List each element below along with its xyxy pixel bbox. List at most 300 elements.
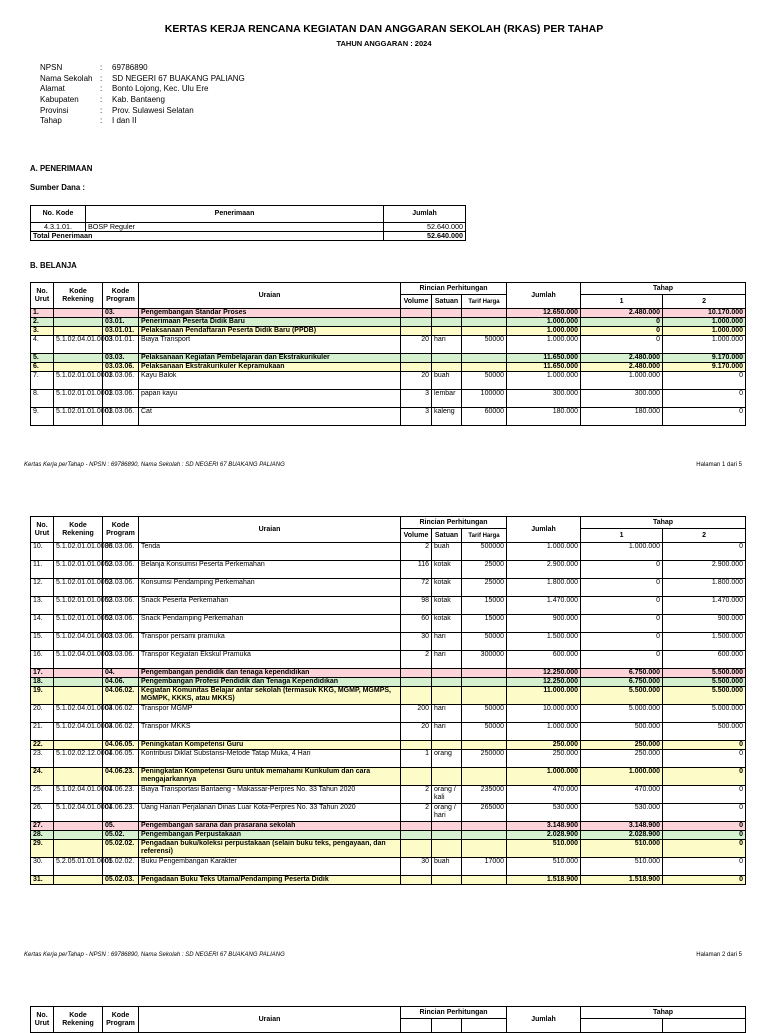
cell-sat [432, 669, 462, 678]
info-row [40, 95, 245, 106]
info-value: I dan II [112, 116, 137, 126]
header-tahap: Tahap [581, 283, 746, 295]
info-label: Kabupaten [40, 95, 79, 105]
cell-tarif [462, 678, 507, 687]
cell-rek: 5.1.02.01.01.0052 [54, 597, 103, 615]
cell-vol [401, 822, 432, 831]
cell-no: 19. [31, 687, 54, 705]
cell-sat [432, 354, 462, 363]
header-kode-program: Kode Program [103, 1007, 139, 1033]
header-uraian: Uraian [139, 1007, 401, 1033]
receipt-header-jumlah: Jumlah [384, 206, 466, 223]
cell-tarif: 100000 [462, 390, 507, 408]
cell-t1: 1.000.000 [581, 543, 663, 561]
cell-tarif: 25000 [462, 561, 507, 579]
cell-ur: Snack Pendamping Perkemahan [139, 615, 401, 633]
cell-tarif [462, 363, 507, 372]
cell-sat [432, 876, 462, 885]
info-value: SD NEGERI 67 BUAKANG PALIANG [112, 73, 245, 83]
footer-page-number-1: Halaman 1 dari 5 [696, 462, 742, 468]
header-no-urut: No. Urut [31, 1007, 54, 1033]
cell-tarif: 235000 [462, 786, 507, 804]
cell-tarif [462, 687, 507, 705]
cell-tarif: 50000 [462, 336, 507, 354]
receipt-total-amount: 52.640.000 [384, 232, 466, 241]
cell-t2: 5.500.000 [663, 687, 746, 705]
cell-t1: 530.000 [581, 804, 663, 822]
cell-vol: 72 [401, 579, 432, 597]
cell-vol [401, 840, 432, 858]
cell-t1: 0 [581, 327, 663, 336]
cell-jml: 300.000 [507, 390, 581, 408]
cell-prog: 03.03.06. [103, 372, 139, 390]
cell-no: 9. [31, 408, 54, 426]
cell-rek: 5.1.02.01.01.0001 [54, 372, 103, 390]
cell-jml: 250.000 [507, 741, 581, 750]
belanja-table-page-2 [30, 516, 746, 885]
cell-ur: Kontribusi Diklat Substansi-Metode Tatap Muka, 4 Hari [139, 750, 401, 768]
cell-t2: 1.470.000 [663, 597, 746, 615]
table-row [31, 327, 746, 336]
table-row [31, 561, 746, 579]
cell-sat: orang / hari [432, 804, 462, 822]
cell-vol [401, 669, 432, 678]
cell-no: 7. [31, 372, 54, 390]
cell-tarif [462, 822, 507, 831]
cell-rek [54, 831, 103, 840]
cell-jml: 1.000.000 [507, 543, 581, 561]
cell-jml: 510.000 [507, 858, 581, 876]
cell-tarif: 25000 [462, 579, 507, 597]
section-a-heading: A. PENERIMAAN [30, 164, 93, 173]
cell-prog: 03.03.06. [103, 615, 139, 633]
cell-ur: Pelaksanaan Pendaftaran Peserta Didik Baru (PPDB) [139, 327, 401, 336]
cell-prog: 04.06.02. [103, 705, 139, 723]
cell-rek: 5.1.02.01.01.0052 [54, 561, 103, 579]
cell-t2: 0 [663, 858, 746, 876]
cell-rek: 5.1.02.01.01.0036 [54, 543, 103, 561]
cell-t1: 0 [581, 561, 663, 579]
info-row [40, 116, 245, 127]
cell-no: 8. [31, 390, 54, 408]
cell-jml: 12.250.000 [507, 669, 581, 678]
cell-prog: 04.06.23. [103, 804, 139, 822]
info-row [40, 74, 245, 85]
cell-jml: 180.000 [507, 408, 581, 426]
cell-ur: Pengadaan Buku Teks Utama/Pendamping Peserta Didik [139, 876, 401, 885]
cell-prog: 05.02.02. [103, 858, 139, 876]
cell-ur: Transpor MGMP [139, 705, 401, 723]
cell-t1: 300.000 [581, 390, 663, 408]
page-subtitle: TAHUN ANGGARAN : 2024 [336, 39, 432, 48]
cell-prog: 03.03.06. [103, 633, 139, 651]
cell-vol: 20 [401, 372, 432, 390]
receipt-amount: 52.640.000 [384, 223, 466, 232]
cell-jml: 11.000.000 [507, 687, 581, 705]
cell-jml: 10.000.000 [507, 705, 581, 723]
info-label: Tahap [40, 116, 62, 126]
cell-rek [54, 741, 103, 750]
receipt-table [30, 205, 466, 241]
cell-ur: Peningkatan Kompetensi Guru [139, 741, 401, 750]
cell-no: 31. [31, 876, 54, 885]
cell-t2: 5.000.000 [663, 705, 746, 723]
cell-vol: 2 [401, 543, 432, 561]
cell-ur: Pelaksanaan Kegiatan Pembelajaran dan Ekstrakurikuler [139, 354, 401, 363]
info-value: 69786890 [112, 63, 148, 72]
table-row [31, 876, 746, 885]
cell-jml: 1.000.000 [507, 318, 581, 327]
cell-vol [401, 678, 432, 687]
cell-tarif: 60000 [462, 408, 507, 426]
cell-rek [54, 822, 103, 831]
cell-t1: 1.000.000 [581, 372, 663, 390]
cell-t1: 0 [581, 579, 663, 597]
header-kode-rekening: Kode Rekening [54, 283, 103, 309]
cell-no: 21. [31, 723, 54, 741]
cell-jml: 1.000.000 [507, 327, 581, 336]
table-row [31, 579, 746, 597]
cell-prog: 03.03.06. [103, 597, 139, 615]
table-row [31, 822, 746, 831]
cell-rek [54, 768, 103, 786]
cell-tarif: 250000 [462, 750, 507, 768]
cell-vol: 60 [401, 615, 432, 633]
cell-ur: Peningkatan Kompetensi Guru untuk memahami Kurikulum dan cara mengajarkannya [139, 768, 401, 786]
cell-jml: 2.028.900 [507, 831, 581, 840]
cell-t2: 1.500.000 [663, 633, 746, 651]
cell-jml: 1.470.000 [507, 597, 581, 615]
belanja-table-page-3-header [30, 1006, 746, 1033]
cell-no: 30. [31, 858, 54, 876]
info-colon: : [100, 105, 103, 115]
cell-t2: 0 [663, 831, 746, 840]
footer-left-page-2: Kertas Kerja perTahap - NPSN : 69786890, Nama Sekolah : SD NEGERI 67 BUAKANG PALIANG [24, 952, 285, 958]
cell-vol [401, 876, 432, 885]
cell-prog: 04.06.02. [103, 723, 139, 741]
cell-jml: 250.000 [507, 750, 581, 768]
info-label: Alamat [40, 84, 65, 94]
cell-sat: hari [432, 651, 462, 669]
cell-vol: 20 [401, 336, 432, 354]
cell-ur: Pengadaan buku/koleksi perpustakaan (selain buku teks, pengayaan, dan referensi) [139, 840, 401, 858]
cell-jml: 1.000.000 [507, 372, 581, 390]
cell-tarif [462, 309, 507, 318]
cell-jml: 2.900.000 [507, 561, 581, 579]
cell-ur: Transpor Kegiatan Ekskul Pramuka [139, 651, 401, 669]
cell-jml: 11.650.000 [507, 363, 581, 372]
info-value: Bonto Lojong, Kec. Ulu Ere [112, 84, 209, 94]
cell-prog: 03.03.06. [103, 390, 139, 408]
cell-ur: Uang Harian Perjalanan Dinas Luar Kota-Perpres No. 33 Tahun 2020 [139, 804, 401, 822]
cell-tarif [462, 840, 507, 858]
cell-vol [401, 318, 432, 327]
cell-t1: 5.000.000 [581, 705, 663, 723]
cell-t2: 0 [663, 822, 746, 831]
cell-ur: Biaya Transportasi Bantaeng - Makassar-Perpres No. 33 Tahun 2020 [139, 786, 401, 804]
cell-tarif [462, 318, 507, 327]
cell-no: 10. [31, 543, 54, 561]
header-tahap: Tahap [581, 1007, 746, 1019]
cell-rek: 5.2.05.01.01.0001 [54, 858, 103, 876]
cell-t2: 0 [663, 390, 746, 408]
cell-no: 12. [31, 579, 54, 597]
cell-tarif: 265000 [462, 804, 507, 822]
cell-t1: 510.000 [581, 858, 663, 876]
cell-rek [54, 309, 103, 318]
cell-sat [432, 678, 462, 687]
info-colon: : [100, 95, 103, 105]
table-row [31, 597, 746, 615]
info-colon: : [100, 116, 103, 126]
cell-sat: buah [432, 372, 462, 390]
cell-t1: 0 [581, 318, 663, 327]
table-row [31, 336, 746, 354]
info-label: Provinsi [40, 105, 69, 115]
table-row [31, 723, 746, 741]
cell-sat [432, 840, 462, 858]
cell-ur: Transpor persami pramuka [139, 633, 401, 651]
cell-tarif: 17000 [462, 858, 507, 876]
cell-no: 1. [31, 309, 54, 318]
cell-no: 26. [31, 804, 54, 822]
cell-t2: 600.000 [663, 651, 746, 669]
cell-t2: 9.170.000 [663, 354, 746, 363]
cell-prog: 04.06.23. [103, 768, 139, 786]
cell-t2: 0 [663, 876, 746, 885]
cell-vol: 3 [401, 408, 432, 426]
cell-no: 27. [31, 822, 54, 831]
cell-sat: kotak [432, 597, 462, 615]
footer-page-number-2: Halaman 2 dari 5 [696, 952, 742, 958]
cell-no: 14. [31, 615, 54, 633]
table-row [31, 768, 746, 786]
header-volume: Volume [401, 295, 432, 309]
cell-rek: 5.1.02.04.01.0003 [54, 633, 103, 651]
cell-rek: 5.1.02.01.01.0052 [54, 579, 103, 597]
header-no-urut: No. Urut [31, 283, 54, 309]
cell-rek [54, 678, 103, 687]
cell-ur: Kayu Balok [139, 372, 401, 390]
cell-jml: 1.800.000 [507, 579, 581, 597]
footer-left-page-1: Kertas Kerja perTahap - NPSN : 69786890, Nama Sekolah : SD NEGERI 67 BUAKANG PALIANG [24, 462, 285, 468]
cell-tarif: 50000 [462, 723, 507, 741]
table-row [31, 831, 746, 840]
cell-ur: Cat [139, 408, 401, 426]
table-row [31, 687, 746, 705]
cell-tarif [462, 741, 507, 750]
cell-t2: 1.000.000 [663, 336, 746, 354]
cell-ur: Pengembangan Standar Proses [139, 309, 401, 318]
cell-t1: 1.518.900 [581, 876, 663, 885]
cell-no: 22. [31, 741, 54, 750]
cell-prog: 04. [103, 669, 139, 678]
cell-rek: 5.1.02.01.01.0001 [54, 390, 103, 408]
cell-sat: hari [432, 723, 462, 741]
cell-sat: buah [432, 543, 462, 561]
table-row [31, 651, 746, 669]
cell-prog: 03.01.01. [103, 327, 139, 336]
cell-jml: 3.148.900 [507, 822, 581, 831]
cell-t1: 250.000 [581, 750, 663, 768]
cell-rek: 5.1.02.01.01.0052 [54, 615, 103, 633]
cell-no: 13. [31, 597, 54, 615]
cell-tarif: 15000 [462, 615, 507, 633]
page-title: KERTAS KERJA RENCANA KEGIATAN DAN ANGGARAN SEKOLAH (RKAS) PER TAHAP [164, 23, 604, 35]
cell-vol: 3 [401, 390, 432, 408]
cell-no: 25. [31, 786, 54, 804]
cell-vol: 1 [401, 750, 432, 768]
table-row [31, 318, 746, 327]
info-colon: : [100, 84, 103, 94]
info-value: Prov. Sulawesi Selatan [112, 105, 194, 115]
cell-prog: 04.06. [103, 678, 139, 687]
info-colon: : [100, 73, 103, 83]
header-tarif: Tarif Harga [462, 295, 507, 309]
info-row [40, 63, 245, 74]
cell-prog: 03.01. [103, 318, 139, 327]
section-b-heading: B. BELANJA [30, 261, 77, 270]
cell-sat: buah [432, 858, 462, 876]
cell-ur: Pelaksanaan Ekstrakurikuler Kepramukaan [139, 363, 401, 372]
header-rincian: Rincian Perhitungan [401, 1007, 507, 1019]
cell-prog: 03.03.06. [103, 543, 139, 561]
cell-prog: 03. [103, 309, 139, 318]
cell-rek: 5.1.02.04.01.0003 [54, 651, 103, 669]
table-row [31, 363, 746, 372]
cell-ur: Penerimaan Peserta Didik Baru [139, 318, 401, 327]
cell-vol: 2 [401, 786, 432, 804]
cell-vol [401, 768, 432, 786]
sumber-dana-label: Sumber Dana : [30, 183, 86, 192]
cell-rek: 5.1.02.04.01.0003 [54, 336, 103, 354]
cell-jml: 530.000 [507, 804, 581, 822]
header-jumlah: Jumlah [507, 1007, 581, 1033]
receipt-name: BOSP Reguler [86, 223, 384, 232]
cell-vol: 200 [401, 705, 432, 723]
header-kode-rekening: Kode Rekening [54, 517, 103, 543]
receipt-kode: 4.3.1.01. [31, 223, 86, 232]
table-row [31, 858, 746, 876]
header-volume: Volume [401, 529, 432, 543]
cell-tarif: 50000 [462, 372, 507, 390]
cell-jml: 1.518.900 [507, 876, 581, 885]
cell-rek [54, 687, 103, 705]
cell-t1: 2.028.900 [581, 831, 663, 840]
cell-sat: kotak [432, 561, 462, 579]
header-uraian: Uraian [139, 283, 401, 309]
cell-ur: papan kayu [139, 390, 401, 408]
cell-no: 23. [31, 750, 54, 768]
cell-t2: 0 [663, 543, 746, 561]
header-rincian: Rincian Perhitungan [401, 517, 507, 529]
receipt-total-label: Total Penerimaan [31, 232, 384, 241]
cell-t1: 0 [581, 336, 663, 354]
cell-rek: 5.1.02.02.12.0001 [54, 750, 103, 768]
cell-no: 5. [31, 354, 54, 363]
table-row [31, 741, 746, 750]
cell-t2: 900.000 [663, 615, 746, 633]
header-satuan: Satuan [432, 529, 462, 543]
header-tarif: Tarif Harga [462, 529, 507, 543]
cell-sat: hari [432, 705, 462, 723]
cell-no: 15. [31, 633, 54, 651]
cell-t2: 0 [663, 408, 746, 426]
cell-t2: 0 [663, 741, 746, 750]
cell-jml: 12.650.000 [507, 309, 581, 318]
table-row [31, 633, 746, 651]
cell-t2: 10.170.000 [663, 309, 746, 318]
cell-rek [54, 669, 103, 678]
cell-sat: hari [432, 633, 462, 651]
cell-jml: 11.650.000 [507, 354, 581, 363]
table-row [31, 786, 746, 804]
cell-t1: 510.000 [581, 840, 663, 858]
cell-prog: 04.06.02. [103, 687, 139, 705]
cell-no: 16. [31, 651, 54, 669]
cell-no: 20. [31, 705, 54, 723]
cell-t2: 0 [663, 750, 746, 768]
cell-sat: kotak [432, 579, 462, 597]
cell-no: 6. [31, 363, 54, 372]
cell-vol: 30 [401, 633, 432, 651]
cell-t1: 6.750.000 [581, 678, 663, 687]
table-row [31, 543, 746, 561]
cell-rek: 5.1.02.04.01.0001 [54, 804, 103, 822]
cell-t2: 1.000.000 [663, 327, 746, 336]
cell-t1: 250.000 [581, 741, 663, 750]
cell-prog: 05.02. [103, 831, 139, 840]
cell-jml: 1.000.000 [507, 768, 581, 786]
cell-prog: 05.02.02. [103, 840, 139, 858]
cell-t1: 0 [581, 615, 663, 633]
header-tahap-2: 2 [663, 529, 746, 543]
header-tahap-2: 2 [663, 295, 746, 309]
cell-sat: hari [432, 336, 462, 354]
cell-no: 29. [31, 840, 54, 858]
cell-vol [401, 354, 432, 363]
cell-no: 24. [31, 768, 54, 786]
cell-jml: 1.000.000 [507, 723, 581, 741]
cell-t1: 3.148.900 [581, 822, 663, 831]
cell-t2: 1.000.000 [663, 318, 746, 327]
table-row [31, 705, 746, 723]
cell-jml: 1.000.000 [507, 336, 581, 354]
cell-vol [401, 687, 432, 705]
header-jumlah: Jumlah [507, 517, 581, 543]
cell-sat [432, 318, 462, 327]
cell-tarif [462, 768, 507, 786]
cell-no: 11. [31, 561, 54, 579]
cell-prog: 05.02.03. [103, 876, 139, 885]
cell-tarif [462, 354, 507, 363]
cell-sat [432, 822, 462, 831]
cell-sat [432, 309, 462, 318]
cell-t1: 0 [581, 633, 663, 651]
table-row [31, 354, 746, 363]
cell-sat [432, 768, 462, 786]
cell-ur: Konsumsi Pendamping Perkemahan [139, 579, 401, 597]
cell-no: 18. [31, 678, 54, 687]
school-info [40, 63, 245, 127]
table-row [31, 840, 746, 858]
cell-t1: 5.500.000 [581, 687, 663, 705]
cell-ur: Pengembangan Profesi Pendidik dan Tenaga Kependidikan [139, 678, 401, 687]
cell-no: 28. [31, 831, 54, 840]
cell-t1: 2.480.000 [581, 363, 663, 372]
cell-tarif: 50000 [462, 705, 507, 723]
cell-sat [432, 363, 462, 372]
